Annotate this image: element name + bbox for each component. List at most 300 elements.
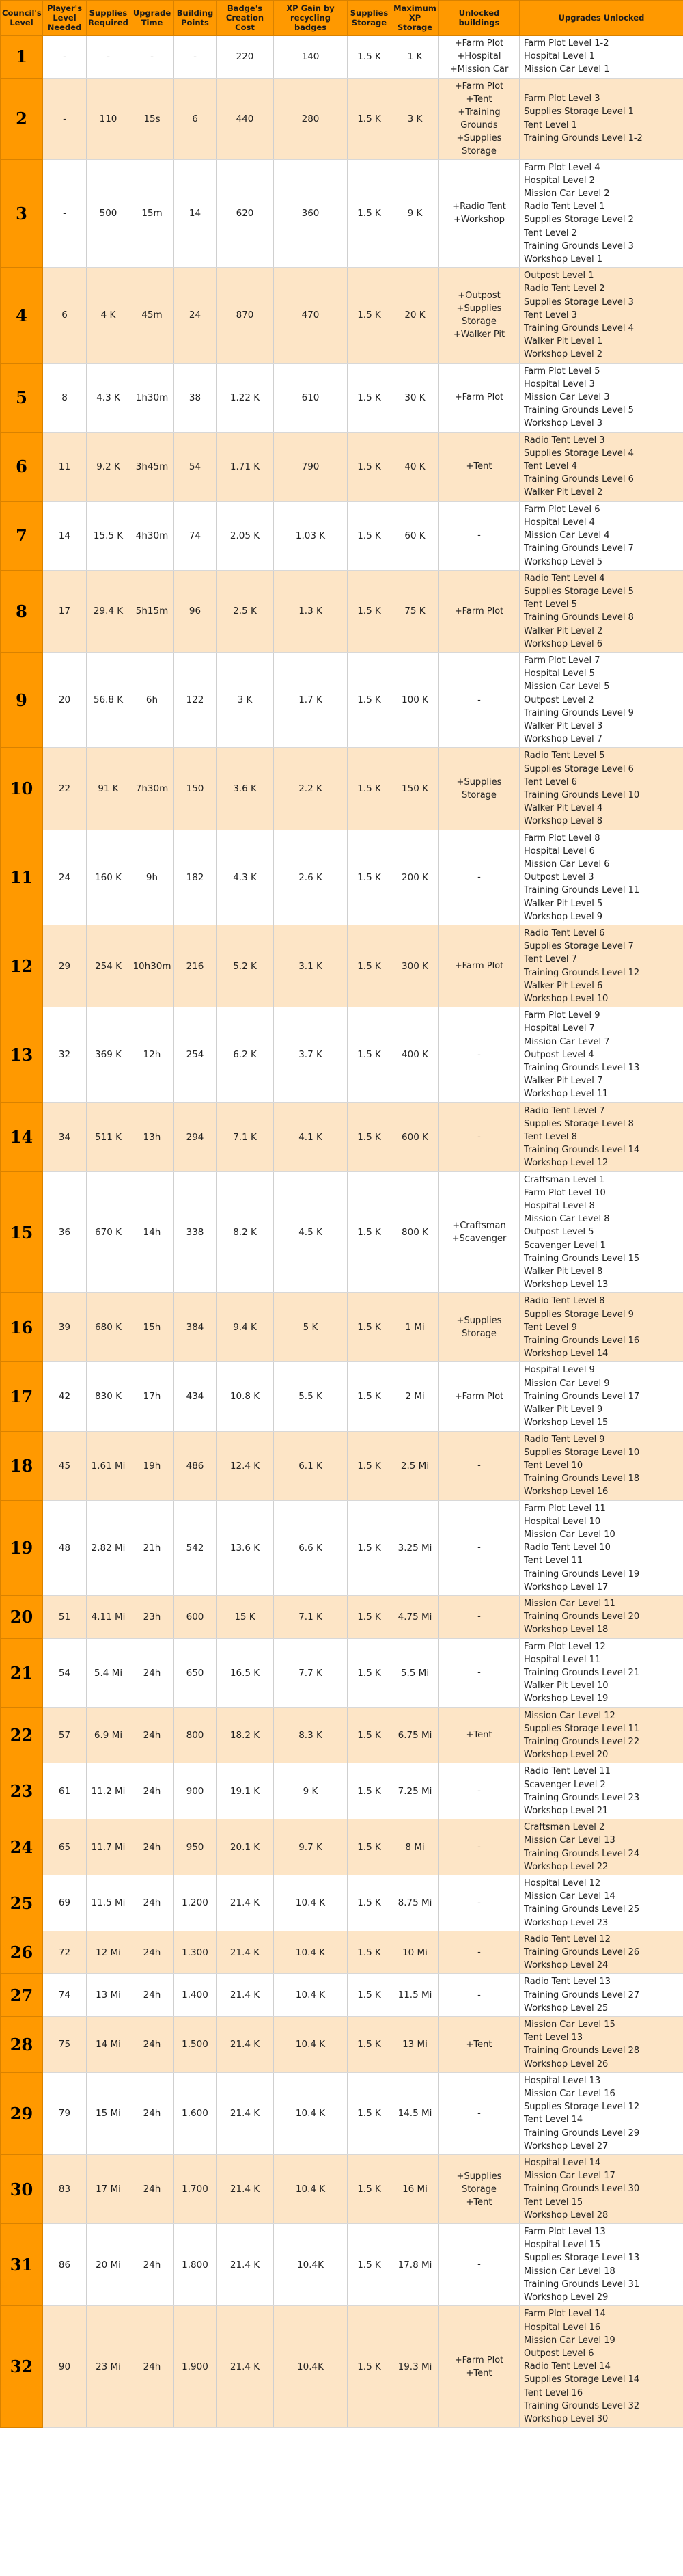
max-xp-storage-cell: 6.75 Mi xyxy=(391,1707,439,1763)
upgrades-unlocked-cell xyxy=(520,830,683,925)
upgrade-item: Farm Plot Level 12 xyxy=(524,1641,606,1652)
upgrade-item: Training Grounds Level 1-2 xyxy=(524,133,643,144)
unlocked-building-item: - xyxy=(477,1990,481,2001)
unlocked-buildings-cell xyxy=(439,1819,520,1875)
building-points-cell: 216 xyxy=(174,925,217,1007)
player-level-cell: 74 xyxy=(43,1974,87,2017)
badge-cost-cell: 2.05 K xyxy=(217,501,274,570)
upgrade-time-cell: 7h30m xyxy=(130,748,174,830)
upgrades-unlocked-cell xyxy=(520,1974,683,2017)
max-xp-storage-cell: 2 Mi xyxy=(391,1362,439,1431)
upgrade-item: Outpost Level 3 xyxy=(524,872,594,883)
player-level-cell: 83 xyxy=(43,2155,87,2224)
max-xp-storage-cell: 8 Mi xyxy=(391,1819,439,1875)
player-level-cell: 14 xyxy=(43,501,87,570)
badge-cost-cell: 21.4 K xyxy=(217,2017,274,2073)
building-points-cell: 338 xyxy=(174,1171,217,1293)
upgrade-item: Mission Car Level 9 xyxy=(524,1378,610,1389)
xp-gain-cell: 3.7 K xyxy=(274,1007,348,1102)
upgrade-item: Supplies Storage Level 9 xyxy=(524,1309,634,1320)
supplies-required-cell: 369 K xyxy=(87,1007,130,1102)
upgrade-item: Workshop Level 18 xyxy=(524,1625,609,1636)
upgrade-item: Workshop Level 30 xyxy=(524,2413,609,2424)
xp-gain-cell: 10.4 K xyxy=(274,2155,348,2224)
xp-gain-cell: 3.1 K xyxy=(274,925,348,1007)
upgrades-unlocked-cell xyxy=(520,2017,683,2073)
unlocked-building-item: +Scavenger xyxy=(451,1234,507,1245)
upgrade-item: Mission Car Level 4 xyxy=(524,530,610,541)
unlocked-building-item: +Craftsman xyxy=(452,1221,506,1232)
upgrade-item: Mission Car Level 16 xyxy=(524,2089,615,2100)
upgrades-unlocked-cell xyxy=(520,1007,683,1102)
upgrade-item: Hospital Level 6 xyxy=(524,845,595,856)
upgrade-item: Mission Car Level 6 xyxy=(524,858,610,869)
upgrade-item: Hospital Level 13 xyxy=(524,2075,601,2086)
upgrade-item: Training Grounds Level 6 xyxy=(524,474,634,485)
supplies-storage-cell: 1.5 K xyxy=(348,1707,391,1763)
unlocked-building-item: +Farm Plot xyxy=(454,1391,504,1402)
unlocked-building-item: - xyxy=(477,1668,481,1679)
building-points-cell: 1.800 xyxy=(174,2224,217,2306)
council-level-cell: 1 xyxy=(1,36,43,79)
upgrade-item: Radio Tent Level 1 xyxy=(524,202,605,213)
upgrade-time-cell: 24h xyxy=(130,2072,174,2154)
table-row xyxy=(1,1931,683,1974)
upgrade-item: Training Grounds Level 28 xyxy=(524,2046,640,2057)
upgrade-item: Training Grounds Level 20 xyxy=(524,1612,640,1623)
unlocked-building-item: +Supplies Storage xyxy=(456,776,502,800)
building-points-cell: 122 xyxy=(174,652,217,747)
xp-gain-cell: 10.4 K xyxy=(274,1875,348,1931)
unlocked-building-item: +Outpost xyxy=(458,290,501,301)
upgrade-item: Workshop Level 20 xyxy=(524,1750,609,1761)
header-building-points: Building Points xyxy=(174,1,217,36)
header-xp-gain: XP Gain by recycling badges xyxy=(274,1,348,36)
unlocked-buildings-cell xyxy=(439,1763,520,1819)
badge-cost-cell: 220 xyxy=(217,36,274,79)
table-row xyxy=(1,1362,683,1431)
supplies-required-cell: - xyxy=(87,36,130,79)
table-row xyxy=(1,1974,683,2017)
supplies-storage-cell: 1.5 K xyxy=(348,1102,391,1171)
xp-gain-cell: 10.4K xyxy=(274,2224,348,2306)
council-level-cell: 22 xyxy=(1,1707,43,1763)
badge-cost-cell: 21.4 K xyxy=(217,1875,274,1931)
unlocked-building-item: +Tent xyxy=(466,1730,492,1741)
upgrade-item: Workshop Level 10 xyxy=(524,994,609,1004)
upgrade-item: Training Grounds Level 7 xyxy=(524,543,634,554)
max-xp-storage-cell: 75 K xyxy=(391,570,439,652)
supplies-storage-cell: 1.5 K xyxy=(348,1500,391,1595)
player-level-cell: 32 xyxy=(43,1007,87,1102)
table-row xyxy=(1,652,683,747)
xp-gain-cell: 10.4 K xyxy=(274,2017,348,2073)
supplies-storage-cell: 1.5 K xyxy=(348,652,391,747)
max-xp-storage-cell: 800 K xyxy=(391,1171,439,1293)
max-xp-storage-cell: 150 K xyxy=(391,748,439,830)
player-level-cell: 6 xyxy=(43,268,87,363)
max-xp-storage-cell: 7.25 Mi xyxy=(391,1763,439,1819)
supplies-required-cell: 13 Mi xyxy=(87,1974,130,2017)
upgrades-unlocked-cell xyxy=(520,1171,683,1293)
supplies-required-cell: 4.11 Mi xyxy=(87,1595,130,1638)
table-row xyxy=(1,2072,683,2154)
upgrades-unlocked-cell xyxy=(520,2306,683,2428)
upgrade-item: Workshop Level 7 xyxy=(524,734,602,745)
upgrade-item: Training Grounds Level 32 xyxy=(524,2400,640,2411)
unlocked-buildings-cell xyxy=(439,2155,520,2224)
unlocked-building-item: +Tent xyxy=(466,2039,492,2050)
upgrade-item: Farm Plot Level 8 xyxy=(524,832,600,843)
upgrade-item: Tent Level 6 xyxy=(524,776,577,787)
upgrade-item: Training Grounds Level 27 xyxy=(524,1990,640,2001)
building-points-cell: 1.500 xyxy=(174,2017,217,2073)
upgrade-time-cell: 15m xyxy=(130,159,174,268)
xp-gain-cell: 7.1 K xyxy=(274,1595,348,1638)
xp-gain-cell: 140 xyxy=(274,36,348,79)
unlocked-building-item: +Hospital xyxy=(457,51,501,62)
upgrade-time-cell: 24h xyxy=(130,1931,174,1974)
badge-cost-cell: 20.1 K xyxy=(217,1819,274,1875)
table-row xyxy=(1,1293,683,1362)
upgrade-item: Walker Pit Level 2 xyxy=(524,625,603,636)
supplies-storage-cell: 1.5 K xyxy=(348,2306,391,2428)
xp-gain-cell: 4.5 K xyxy=(274,1171,348,1293)
upgrade-item: Radio Tent Level 10 xyxy=(524,1543,611,1554)
upgrade-item: Hospital Level 14 xyxy=(524,2158,601,2169)
council-level-cell: 31 xyxy=(1,2224,43,2306)
table-row xyxy=(1,2155,683,2224)
unlocked-building-item: +Mission Car xyxy=(449,64,509,75)
council-level-cell: 29 xyxy=(1,2072,43,2154)
upgrade-item: Mission Car Level 18 xyxy=(524,2266,615,2277)
unlocked-building-item: - xyxy=(477,1132,481,1143)
upgrades-unlocked-cell xyxy=(520,1763,683,1819)
supplies-storage-cell: 1.5 K xyxy=(348,1974,391,2017)
unlocked-building-item: +Radio Tent xyxy=(452,202,506,213)
upgrade-item: Workshop Level 1 xyxy=(524,254,602,265)
upgrade-time-cell: 12h xyxy=(130,1007,174,1102)
upgrade-item: Farm Plot Level 6 xyxy=(524,504,600,515)
unlocked-building-item: +Training Grounds xyxy=(458,107,501,131)
building-points-cell: 182 xyxy=(174,830,217,925)
player-level-cell: 34 xyxy=(43,1102,87,1171)
upgrade-time-cell: 24h xyxy=(130,1819,174,1875)
upgrade-item: Workshop Level 12 xyxy=(524,1158,609,1169)
table-row xyxy=(1,2224,683,2306)
unlocked-building-item: - xyxy=(477,2260,481,2270)
unlocked-buildings-cell xyxy=(439,1875,520,1931)
max-xp-storage-cell: 16 Mi xyxy=(391,2155,439,2224)
upgrade-item: Workshop Level 21 xyxy=(524,1805,609,1816)
upgrade-item: Radio Tent Level 11 xyxy=(524,1766,611,1777)
upgrade-time-cell: 24h xyxy=(130,2155,174,2224)
upgrade-time-cell: 45m xyxy=(130,268,174,363)
building-points-cell: 542 xyxy=(174,1500,217,1595)
upgrade-item: Training Grounds Level 5 xyxy=(524,405,634,416)
table-row xyxy=(1,2306,683,2428)
unlocked-building-item: +Farm Plot xyxy=(454,2355,504,2365)
header-upgrade-time: Upgrade Time xyxy=(130,1,174,36)
unlocked-building-item: - xyxy=(477,2108,481,2119)
supplies-required-cell: 500 xyxy=(87,159,130,268)
upgrade-item: Workshop Level 2 xyxy=(524,349,602,360)
upgrade-item: Training Grounds Level 17 xyxy=(524,1391,640,1402)
xp-gain-cell: 10.4 K xyxy=(274,1931,348,1974)
unlocked-building-item: - xyxy=(477,1049,481,1060)
upgrade-item: Walker Pit Level 3 xyxy=(524,720,603,731)
building-points-cell: 6 xyxy=(174,78,217,159)
council-level-cell: 4 xyxy=(1,268,43,363)
unlocked-building-item: - xyxy=(477,872,481,883)
unlocked-buildings-cell xyxy=(439,1362,520,1431)
council-level-cell: 32 xyxy=(1,2306,43,2428)
upgrade-time-cell: 23h xyxy=(130,1595,174,1638)
upgrade-item: Walker Pit Level 9 xyxy=(524,1405,603,1415)
badge-cost-cell: 7.1 K xyxy=(217,1102,274,1171)
supplies-storage-cell: 1.5 K xyxy=(348,925,391,1007)
unlocked-buildings-cell xyxy=(439,1007,520,1102)
table-row xyxy=(1,1763,683,1819)
table-row xyxy=(1,1707,683,1763)
upgrade-item: Mission Car Level 2 xyxy=(524,189,610,200)
upgrade-item: Farm Plot Level 4 xyxy=(524,162,600,173)
upgrade-item: Hospital Level 15 xyxy=(524,2240,601,2251)
player-level-cell: 57 xyxy=(43,1707,87,1763)
header-unlocked-buildings: Unlocked buildings xyxy=(439,1,520,36)
player-level-cell: 90 xyxy=(43,2306,87,2428)
unlocked-building-item: - xyxy=(477,1842,481,1853)
upgrade-item: Radio Tent Level 14 xyxy=(524,2361,611,2372)
upgrade-item: Radio Tent Level 9 xyxy=(524,1434,605,1445)
upgrade-item: Tent Level 9 xyxy=(524,1322,577,1333)
unlocked-building-item: +Workshop xyxy=(453,215,505,226)
max-xp-storage-cell: 17.8 Mi xyxy=(391,2224,439,2306)
badge-cost-cell: 440 xyxy=(217,78,274,159)
upgrade-item: Training Grounds Level 16 xyxy=(524,1336,640,1346)
badge-cost-cell: 1.22 K xyxy=(217,363,274,432)
badge-cost-cell: 870 xyxy=(217,268,274,363)
council-level-cell: 28 xyxy=(1,2017,43,2073)
building-points-cell: 24 xyxy=(174,268,217,363)
unlocked-buildings-cell xyxy=(439,501,520,570)
unlocked-buildings-cell xyxy=(439,925,520,1007)
unlocked-buildings-cell xyxy=(439,1431,520,1500)
unlocked-buildings-cell xyxy=(439,432,520,501)
building-points-cell: 38 xyxy=(174,363,217,432)
council-level-cell: 6 xyxy=(1,432,43,501)
upgrade-item: Radio Tent Level 2 xyxy=(524,284,605,295)
table-row xyxy=(1,2017,683,2073)
upgrade-item: Hospital Level 5 xyxy=(524,668,595,679)
table-row xyxy=(1,36,683,79)
council-level-cell: 12 xyxy=(1,925,43,1007)
table-row xyxy=(1,1875,683,1931)
upgrade-item: Training Grounds Level 22 xyxy=(524,1736,640,1747)
xp-gain-cell: 9.7 K xyxy=(274,1819,348,1875)
council-level-cell: 19 xyxy=(1,1500,43,1595)
upgrade-item: Mission Car Level 8 xyxy=(524,1214,610,1225)
upgrade-item: Supplies Storage Level 7 xyxy=(524,941,634,952)
xp-gain-cell: 7.7 K xyxy=(274,1638,348,1707)
badge-cost-cell: 16.5 K xyxy=(217,1638,274,1707)
upgrade-item: Workshop Level 3 xyxy=(524,418,602,429)
table-row xyxy=(1,830,683,925)
upgrade-item: Walker Pit Level 7 xyxy=(524,1076,603,1087)
supplies-storage-cell: 1.5 K xyxy=(348,2155,391,2224)
xp-gain-cell: 1.3 K xyxy=(274,570,348,652)
unlocked-building-item: +Farm Plot xyxy=(454,961,504,972)
upgrades-unlocked-cell xyxy=(520,2224,683,2306)
xp-gain-cell: 9 K xyxy=(274,1763,348,1819)
upgrades-unlocked-cell xyxy=(520,501,683,570)
supplies-storage-cell: 1.5 K xyxy=(348,363,391,432)
upgrade-item: Training Grounds Level 10 xyxy=(524,789,640,800)
building-points-cell: 384 xyxy=(174,1293,217,1362)
upgrade-item: Tent Level 16 xyxy=(524,2387,583,2398)
max-xp-storage-cell: 8.75 Mi xyxy=(391,1875,439,1931)
upgrades-unlocked-cell xyxy=(520,1931,683,1974)
table-body xyxy=(1,36,683,2428)
player-level-cell: 54 xyxy=(43,1638,87,1707)
player-level-cell: 22 xyxy=(43,748,87,830)
upgrade-time-cell: 15h xyxy=(130,1293,174,1362)
upgrade-item: Training Grounds Level 23 xyxy=(524,1792,640,1803)
table-row xyxy=(1,1102,683,1171)
supplies-storage-cell: 1.5 K xyxy=(348,1931,391,1974)
badge-cost-cell: 5.2 K xyxy=(217,925,274,1007)
building-points-cell: 14 xyxy=(174,159,217,268)
player-level-cell: 36 xyxy=(43,1171,87,1293)
upgrade-item: Outpost Level 1 xyxy=(524,271,594,282)
building-points-cell: 294 xyxy=(174,1102,217,1171)
building-points-cell: 434 xyxy=(174,1362,217,1431)
upgrade-item: Radio Tent Level 5 xyxy=(524,750,605,761)
upgrade-item: Mission Car Level 19 xyxy=(524,2335,615,2346)
unlocked-building-item: +Supplies Storage xyxy=(456,133,502,157)
council-level-cell: 13 xyxy=(1,1007,43,1102)
unlocked-building-item: +Supplies Storage xyxy=(456,303,502,327)
supplies-storage-cell: 1.5 K xyxy=(348,2072,391,2154)
unlocked-building-item: - xyxy=(477,1947,481,1958)
xp-gain-cell: 360 xyxy=(274,159,348,268)
badge-cost-cell: 620 xyxy=(217,159,274,268)
supplies-storage-cell: 1.5 K xyxy=(348,1171,391,1293)
upgrade-item: Radio Tent Level 12 xyxy=(524,1934,611,1944)
upgrade-item: Farm Plot Level 5 xyxy=(524,366,600,377)
upgrade-item: Farm Plot Level 13 xyxy=(524,2227,606,2238)
upgrade-time-cell: 24h xyxy=(130,1707,174,1763)
table-row xyxy=(1,925,683,1007)
upgrade-item: Training Grounds Level 26 xyxy=(524,1947,640,1958)
upgrade-item: Training Grounds Level 14 xyxy=(524,1145,640,1156)
unlocked-building-item: - xyxy=(477,1461,481,1471)
table-row xyxy=(1,1638,683,1707)
upgrade-time-cell: 14h xyxy=(130,1171,174,1293)
upgrade-item: Tent Level 14 xyxy=(524,2115,583,2126)
upgrade-time-cell: 24h xyxy=(130,1763,174,1819)
table-row xyxy=(1,159,683,268)
max-xp-storage-cell: 5.5 Mi xyxy=(391,1638,439,1707)
upgrade-item: Mission Car Level 14 xyxy=(524,1891,615,1902)
council-level-cell: 24 xyxy=(1,1819,43,1875)
upgrade-item: Workshop Level 17 xyxy=(524,1582,609,1592)
upgrade-time-cell: 1h30m xyxy=(130,363,174,432)
badge-cost-cell: 19.1 K xyxy=(217,1763,274,1819)
upgrade-time-cell: 21h xyxy=(130,1500,174,1595)
building-points-cell: 1.200 xyxy=(174,1875,217,1931)
unlocked-buildings-cell xyxy=(439,1171,520,1293)
xp-gain-cell: 4.1 K xyxy=(274,1102,348,1171)
upgrade-time-cell: 9h xyxy=(130,830,174,925)
unlocked-building-item: +Farm Plot xyxy=(454,38,504,49)
upgrade-item: Workshop Level 9 xyxy=(524,911,602,922)
upgrade-item: Training Grounds Level 25 xyxy=(524,1904,640,1915)
badge-cost-cell: 21.4 K xyxy=(217,2224,274,2306)
upgrades-unlocked-cell xyxy=(520,1819,683,1875)
upgrade-item: Hospital Level 4 xyxy=(524,517,595,528)
xp-gain-cell: 1.03 K xyxy=(274,501,348,570)
supplies-required-cell: 20 Mi xyxy=(87,2224,130,2306)
unlocked-building-item: - xyxy=(477,1612,481,1623)
xp-gain-cell: 790 xyxy=(274,432,348,501)
header-supplies-storage: Supplies Storage xyxy=(348,1,391,36)
badge-cost-cell: 21.4 K xyxy=(217,1974,274,2017)
building-points-cell: 650 xyxy=(174,1638,217,1707)
upgrade-item: Scavenger Level 2 xyxy=(524,1779,606,1790)
upgrade-item: Outpost Level 5 xyxy=(524,1227,594,1238)
upgrade-item: Tent Level 7 xyxy=(524,954,577,965)
max-xp-storage-cell: 14.5 Mi xyxy=(391,2072,439,2154)
player-level-cell: 79 xyxy=(43,2072,87,2154)
upgrade-item: Training Grounds Level 4 xyxy=(524,323,634,334)
upgrade-item: Training Grounds Level 24 xyxy=(524,1848,640,1859)
building-points-cell: 150 xyxy=(174,748,217,830)
supplies-required-cell: 15 Mi xyxy=(87,2072,130,2154)
player-level-cell: 61 xyxy=(43,1763,87,1819)
max-xp-storage-cell: 100 K xyxy=(391,652,439,747)
upgrade-item: Craftsman Level 1 xyxy=(524,1174,605,1185)
xp-gain-cell: 280 xyxy=(274,78,348,159)
unlocked-buildings-cell xyxy=(439,363,520,432)
council-level-cell: 9 xyxy=(1,652,43,747)
upgrades-unlocked-cell xyxy=(520,2072,683,2154)
upgrade-item: Farm Plot Level 11 xyxy=(524,1503,606,1514)
upgrades-unlocked-cell xyxy=(520,1875,683,1931)
unlocked-buildings-cell xyxy=(439,1974,520,2017)
upgrade-item: Supplies Storage Level 8 xyxy=(524,1118,634,1129)
player-level-cell: 11 xyxy=(43,432,87,501)
unlocked-buildings-cell xyxy=(439,2072,520,2154)
supplies-required-cell: 56.8 K xyxy=(87,652,130,747)
upgrade-item: Workshop Level 22 xyxy=(524,1861,609,1872)
upgrade-time-cell: 15s xyxy=(130,78,174,159)
badge-cost-cell: 10.8 K xyxy=(217,1362,274,1431)
upgrade-item: Outpost Level 2 xyxy=(524,694,594,705)
upgrade-item: Workshop Level 24 xyxy=(524,1960,609,1971)
upgrade-item: Farm Plot Level 3 xyxy=(524,94,600,105)
council-level-cell: 15 xyxy=(1,1171,43,1293)
upgrade-item: Radio Tent Level 8 xyxy=(524,1296,605,1307)
upgrade-item: Training Grounds Level 21 xyxy=(524,1667,640,1678)
building-points-cell: 950 xyxy=(174,1819,217,1875)
upgrade-item: Workshop Level 11 xyxy=(524,1089,609,1100)
player-level-cell: - xyxy=(43,36,87,79)
unlocked-buildings-cell xyxy=(439,36,520,79)
unlocked-buildings-cell xyxy=(439,2224,520,2306)
upgrade-item: Farm Plot Level 14 xyxy=(524,2309,606,2320)
xp-gain-cell: 5 K xyxy=(274,1293,348,1362)
